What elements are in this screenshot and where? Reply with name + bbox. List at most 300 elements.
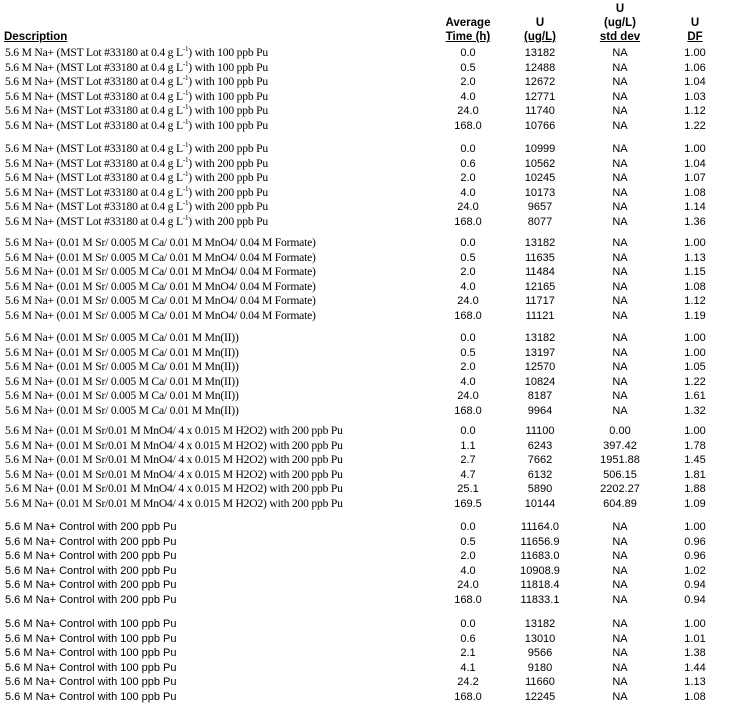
std-dev-cell: NA (612, 61, 628, 74)
std-dev-cell: NA (612, 186, 628, 199)
u-cell: 9964 (527, 404, 553, 417)
table-row (0, 360, 732, 374)
df-cell: 1.00 (684, 332, 706, 344)
df-cell: 0.96 (684, 550, 706, 562)
u-cell: 11164.0 (520, 521, 560, 533)
table-row (0, 90, 732, 104)
u-cell: 9566 (527, 647, 553, 659)
header-description: Description (4, 31, 68, 43)
description-superscript: -1 (182, 213, 189, 222)
time-cell: 0.5 (460, 61, 476, 74)
table-row (0, 200, 732, 214)
description-cell (5, 675, 177, 689)
time-cell: 168.0 (454, 593, 482, 606)
time-cell: 2.0 (460, 172, 476, 184)
description-cell (5, 294, 316, 308)
table-row (0, 346, 732, 360)
description-text-tail: ) with 100 ppb Pu (188, 118, 268, 132)
u-cell: 6243 (527, 439, 553, 452)
description-text: 5.6 M Na+ (0.01 M Sr/0.01 M MnO4/ 4 x 0.015 M H2O2) with 200 ppb Pu (5, 453, 343, 466)
table-row (0, 294, 732, 308)
header-sd-line1: U (615, 3, 625, 15)
df-cell: 1.01 (684, 632, 706, 645)
header-time-line1: Average (445, 17, 491, 29)
std-dev-cell: NA (612, 690, 628, 703)
std-dev-cell: NA (612, 90, 628, 103)
description-text: 5.6 M Na+ (0.01 M Sr/ 0.005 M Ca/ 0.01 M Mn(II)) (5, 374, 239, 388)
time-cell: 0.0 (460, 425, 476, 437)
description-cell (5, 309, 316, 323)
description-cell (5, 375, 239, 389)
description-superscript: -1 (182, 45, 189, 54)
std-dev-cell: NA (612, 593, 628, 606)
table-row (0, 482, 732, 496)
description-text: 5.6 M Na+ (MST Lot #33180 at 0.4 g L (5, 142, 183, 155)
description-cell (5, 468, 343, 482)
description-text: 5.6 M Na+ Control with 100 ppb Pu (5, 618, 177, 630)
std-dev-cell: NA (612, 266, 628, 278)
u-cell: 11635 (525, 251, 555, 264)
u-cell: 10245 (524, 172, 556, 184)
description-text: 5.6 M Na+ (0.01 M Sr/0.01 M MnO4/ 4 x 0.015 M H2O2) with 200 ppb Pu (5, 424, 343, 437)
df-cell: 1.38 (684, 647, 706, 659)
time-cell: 24.0 (457, 201, 479, 213)
std-dev-cell: NA (612, 647, 628, 659)
std-dev-cell: NA (612, 618, 628, 630)
u-cell: 8077 (527, 215, 553, 228)
description-cell (5, 535, 177, 549)
table-row (0, 535, 732, 549)
description-text: 5.6 M Na+ (0.01 M Sr/ 0.005 M Ca/ 0.01 M MnO4/ 0.04 M Formate) (5, 236, 316, 249)
time-cell: 0.5 (460, 346, 476, 359)
std-dev-cell: NA (612, 47, 628, 59)
description-cell (5, 520, 177, 534)
time-cell: 24.0 (457, 295, 479, 307)
description-superscript: -1 (182, 199, 189, 208)
description-cell (5, 331, 239, 345)
time-cell: 4.0 (460, 375, 476, 388)
description-cell (5, 61, 268, 75)
table-row (0, 389, 732, 403)
description-cell (5, 424, 343, 438)
time-cell: 0.6 (460, 632, 476, 645)
description-text: 5.6 M Na+ Control with 200 ppb Pu (5, 521, 177, 533)
df-cell: 1.61 (684, 390, 706, 402)
description-cell (5, 171, 268, 185)
u-cell: 10824 (524, 375, 556, 388)
description-text: 5.6 M Na+ (MST Lot #33180 at 0.4 g L (5, 60, 183, 74)
df-cell: 1.00 (684, 346, 706, 359)
u-cell: 8187 (527, 390, 553, 402)
u-cell: 13197 (524, 346, 556, 359)
u-cell: 10562 (524, 157, 556, 170)
description-text: 5.6 M Na+ (0.01 M Sr/ 0.005 M Ca/ 0.01 M MnO4/ 0.04 M Formate) (5, 279, 316, 293)
std-dev-cell: NA (612, 143, 628, 155)
time-cell: 2.0 (460, 266, 476, 278)
description-cell (5, 280, 316, 294)
header-u-line1: U (535, 17, 545, 29)
u-cell: 11121 (525, 309, 555, 322)
std-dev-cell: 506.15 (603, 468, 637, 481)
time-cell: 168.0 (454, 309, 482, 322)
description-text: 5.6 M Na+ (0.01 M Sr/0.01 M MnO4/ 4 x 0.015 M H2O2) with 200 ppb Pu (5, 467, 343, 481)
header-df-line2: DF (687, 31, 703, 43)
description-cell (5, 578, 177, 592)
u-cell: 12672 (524, 76, 556, 88)
df-cell: 1.07 (684, 172, 706, 184)
std-dev-cell: NA (612, 564, 628, 577)
std-dev-cell: NA (612, 215, 628, 228)
table-row (0, 186, 732, 200)
description-text: 5.6 M Na+ Control with 200 ppb Pu (5, 535, 177, 548)
table-row (0, 549, 732, 563)
u-cell: 13182 (524, 618, 556, 630)
table-row (0, 171, 732, 185)
description-text: 5.6 M Na+ Control with 200 ppb Pu (5, 593, 177, 606)
df-cell: 0.94 (684, 593, 706, 606)
description-superscript: -1 (182, 184, 189, 193)
description-text-tail: ) with 100 ppb Pu (188, 104, 268, 117)
time-cell: 0.6 (460, 157, 476, 170)
table-row (0, 265, 732, 279)
time-cell: 2.0 (460, 550, 476, 562)
table-row (0, 661, 732, 675)
description-text-tail: ) with 200 ppb Pu (188, 171, 268, 184)
df-cell: 1.12 (684, 295, 706, 307)
std-dev-cell: NA (612, 404, 628, 417)
std-dev-cell: NA (612, 237, 628, 249)
description-text: 5.6 M Na+ (MST Lot #33180 at 0.4 g L (5, 214, 183, 228)
u-cell: 11833.1 (520, 593, 560, 606)
time-cell: 2.1 (460, 647, 476, 659)
table-row (0, 564, 732, 578)
table-row (0, 61, 732, 75)
std-dev-cell: NA (612, 661, 628, 674)
table-row (0, 404, 732, 418)
df-cell: 0.94 (684, 579, 706, 591)
description-text-tail: ) with 100 ppb Pu (188, 46, 268, 59)
description-text-tail: ) with 200 ppb Pu (188, 156, 268, 170)
std-dev-cell: 0.00 (609, 425, 631, 437)
description-cell (5, 142, 268, 156)
description-cell (5, 251, 316, 265)
description-text-tail: ) with 200 ppb Pu (188, 214, 268, 228)
df-cell: 1.02 (684, 564, 706, 577)
df-cell: 1.00 (684, 425, 706, 437)
time-cell: 0.0 (460, 143, 476, 155)
description-cell (5, 90, 268, 104)
description-cell (5, 617, 177, 631)
time-cell: 4.0 (460, 186, 476, 199)
df-cell: 1.88 (684, 483, 706, 495)
time-cell: 168.0 (454, 119, 482, 132)
description-text: 5.6 M Na+ (0.01 M Sr/ 0.005 M Ca/ 0.01 M Mn(II)) (5, 403, 239, 417)
description-text: 5.6 M Na+ (0.01 M Sr/ 0.005 M Ca/ 0.01 M Mn(II)) (5, 389, 239, 402)
time-cell: 168.0 (454, 215, 482, 228)
table-row (0, 468, 732, 482)
u-cell: 13182 (524, 47, 556, 59)
time-cell: 0.0 (460, 332, 476, 344)
description-superscript: -1 (182, 59, 189, 68)
header-sd-line2: (ug/L) (604, 17, 636, 29)
time-cell: 24.0 (457, 105, 479, 117)
description-text: 5.6 M Na+ (MST Lot #33180 at 0.4 g L (5, 171, 183, 184)
description-superscript: -1 (182, 74, 189, 83)
description-cell (5, 236, 316, 250)
description-text: 5.6 M Na+ (MST Lot #33180 at 0.4 g L (5, 185, 183, 199)
std-dev-cell: NA (612, 550, 628, 562)
description-text: 5.6 M Na+ (MST Lot #33180 at 0.4 g L (5, 104, 183, 117)
std-dev-cell: 2202.27 (600, 483, 640, 495)
time-cell: 24.0 (457, 579, 479, 591)
std-dev-cell: NA (612, 676, 628, 688)
u-cell: 13182 (524, 332, 556, 344)
table-row (0, 497, 732, 511)
description-text: 5.6 M Na+ Control with 100 ppb Pu (5, 676, 177, 688)
description-cell (5, 497, 343, 511)
description-text: 5.6 M Na+ (0.01 M Sr/ 0.005 M Ca/ 0.01 M MnO4/ 0.04 M Formate) (5, 308, 316, 322)
u-cell: 9657 (527, 201, 553, 213)
table-row (0, 215, 732, 229)
description-cell (5, 215, 268, 229)
std-dev-cell: 397.42 (603, 439, 637, 452)
df-cell: 1.78 (684, 439, 706, 452)
df-cell: 1.00 (684, 47, 706, 59)
u-cell: 12245 (524, 690, 556, 703)
std-dev-cell: NA (612, 332, 628, 344)
df-cell: 1.32 (684, 404, 706, 417)
u-cell: 13182 (524, 237, 556, 249)
table-row (0, 593, 732, 607)
std-dev-cell: NA (612, 172, 628, 184)
description-cell (5, 453, 343, 467)
description-text: 5.6 M Na+ (MST Lot #33180 at 0.4 g L (5, 156, 183, 170)
time-cell: 25.1 (457, 483, 479, 495)
std-dev-cell: NA (612, 390, 628, 402)
description-cell (5, 104, 268, 118)
description-cell (5, 200, 268, 214)
std-dev-cell: NA (612, 309, 628, 322)
description-text-tail: ) with 200 ppb Pu (188, 200, 268, 213)
df-cell: 1.00 (684, 143, 706, 155)
description-cell (5, 564, 177, 578)
description-text: 5.6 M Na+ (MST Lot #33180 at 0.4 g L (5, 200, 183, 213)
description-text-tail: ) with 100 ppb Pu (188, 75, 268, 88)
description-superscript: -1 (182, 117, 189, 126)
description-cell (5, 346, 239, 360)
u-cell: 12488 (524, 61, 556, 74)
description-text: 5.6 M Na+ (0.01 M Sr/ 0.005 M Ca/ 0.01 M Mn(II)) (5, 345, 239, 359)
description-text: 5.6 M Na+ (0.01 M Sr/ 0.005 M Ca/ 0.01 M MnO4/ 0.04 M Formate) (5, 294, 316, 307)
u-cell: 13010 (524, 632, 556, 645)
description-text: 5.6 M Na+ (0.01 M Sr/0.01 M MnO4/ 4 x 0.015 M H2O2) with 200 ppb Pu (5, 496, 343, 510)
df-cell: 1.22 (684, 119, 706, 132)
u-cell: 11660 (525, 676, 555, 688)
std-dev-cell: NA (612, 105, 628, 117)
u-cell: 5890 (527, 483, 553, 495)
time-cell: 168.0 (454, 404, 482, 417)
df-cell: 1.00 (684, 237, 706, 249)
description-text: 5.6 M Na+ Control with 200 ppb Pu (5, 550, 177, 562)
df-cell: 1.04 (684, 157, 706, 170)
std-dev-cell: NA (612, 119, 628, 132)
description-text-tail: ) with 100 ppb Pu (188, 60, 268, 74)
table-row (0, 520, 732, 534)
table-row (0, 104, 732, 118)
time-cell: 0.5 (460, 251, 476, 264)
u-cell: 6132 (527, 468, 553, 481)
std-dev-cell: 604.89 (603, 497, 637, 510)
description-cell (5, 482, 343, 496)
df-cell: 1.81 (684, 468, 706, 481)
u-cell: 11818.4 (520, 579, 560, 591)
description-text: 5.6 M Na+ Control with 100 ppb Pu (5, 647, 177, 659)
df-cell: 1.19 (684, 309, 706, 322)
u-cell: 11717 (525, 295, 555, 307)
description-text: 5.6 M Na+ (0.01 M Sr/0.01 M MnO4/ 4 x 0.015 M H2O2) with 200 ppb Pu (5, 482, 343, 495)
description-cell (5, 360, 239, 374)
description-cell (5, 593, 177, 607)
header-sd-line3: std dev (599, 31, 641, 43)
table-row (0, 251, 732, 265)
u-cell: 10908.9 (520, 564, 560, 577)
description-cell (5, 632, 177, 646)
header-time-line2: Time (h) (445, 31, 491, 43)
description-superscript: -1 (182, 88, 189, 97)
description-text: 5.6 M Na+ Control with 100 ppb Pu (5, 661, 177, 674)
df-cell: 1.44 (684, 661, 706, 674)
description-text: 5.6 M Na+ (0.01 M Sr/0.01 M MnO4/ 4 x 0.015 M H2O2) with 200 ppb Pu (5, 438, 343, 452)
table-row (0, 424, 732, 438)
description-cell (5, 119, 268, 133)
std-dev-cell: NA (612, 157, 628, 170)
description-cell (5, 549, 177, 563)
table-row (0, 157, 732, 171)
std-dev-cell: NA (612, 201, 628, 213)
df-cell: 1.05 (684, 361, 706, 373)
u-cell: 10999 (524, 143, 556, 155)
df-cell: 1.03 (684, 90, 706, 103)
df-cell: 1.09 (684, 497, 706, 510)
table-row (0, 375, 732, 389)
description-cell (5, 186, 268, 200)
df-cell: 1.13 (684, 676, 706, 688)
u-cell: 9180 (527, 661, 553, 674)
table-row (0, 578, 732, 592)
description-text: 5.6 M Na+ Control with 200 ppb Pu (5, 564, 177, 577)
u-cell: 10766 (524, 119, 556, 132)
time-cell: 4.1 (460, 661, 476, 674)
description-text: 5.6 M Na+ Control with 100 ppb Pu (5, 632, 177, 645)
u-cell: 12771 (524, 90, 556, 103)
time-cell: 0.0 (460, 521, 476, 533)
description-cell (5, 75, 268, 89)
table-row (0, 236, 732, 250)
table-row (0, 646, 732, 660)
description-cell (5, 404, 239, 418)
df-cell: 1.08 (684, 690, 706, 703)
std-dev-cell: NA (612, 579, 628, 591)
df-cell: 1.12 (684, 105, 706, 117)
table-row (0, 632, 732, 646)
time-cell: 1.1 (460, 439, 476, 452)
u-cell: 12570 (524, 361, 556, 373)
std-dev-cell: NA (612, 295, 628, 307)
description-text: 5.6 M Na+ (0.01 M Sr/ 0.005 M Ca/ 0.01 M Mn(II)) (5, 360, 239, 373)
description-cell (5, 439, 343, 453)
table-row (0, 675, 732, 689)
description-cell (5, 646, 177, 660)
time-cell: 0.0 (460, 47, 476, 59)
table-row (0, 142, 732, 156)
description-cell (5, 389, 239, 403)
df-cell: 1.08 (684, 280, 706, 293)
df-cell: 1.06 (684, 61, 706, 74)
table-row (0, 453, 732, 467)
time-cell: 0.0 (460, 618, 476, 630)
time-cell: 4.0 (460, 90, 476, 103)
df-cell: 1.04 (684, 76, 706, 88)
u-cell: 11683.0 (520, 550, 560, 562)
description-cell (5, 690, 177, 704)
table-row (0, 690, 732, 704)
description-text-tail: ) with 100 ppb Pu (188, 89, 268, 103)
description-superscript: -1 (182, 155, 189, 164)
description-text: 5.6 M Na+ (MST Lot #33180 at 0.4 g L (5, 75, 183, 88)
df-cell: 1.22 (684, 375, 706, 388)
u-cell: 7662 (527, 454, 553, 466)
u-cell: 11740 (525, 105, 555, 117)
description-cell (5, 661, 177, 675)
description-text: 5.6 M Na+ (MST Lot #33180 at 0.4 g L (5, 118, 183, 132)
description-text: 5.6 M Na+ (MST Lot #33180 at 0.4 g L (5, 89, 183, 103)
df-cell: 1.15 (684, 266, 706, 278)
std-dev-cell: NA (612, 280, 628, 293)
time-cell: 169.5 (454, 497, 482, 510)
description-text: 5.6 M Na+ Control with 200 ppb Pu (5, 579, 177, 591)
std-dev-cell: NA (612, 632, 628, 645)
description-superscript: -1 (182, 103, 189, 112)
table-row (0, 439, 732, 453)
description-text: 5.6 M Na+ (0.01 M Sr/ 0.005 M Ca/ 0.01 M MnO4/ 0.04 M Formate) (5, 250, 316, 264)
std-dev-cell: NA (612, 521, 628, 533)
std-dev-cell: NA (612, 535, 628, 548)
std-dev-cell: 1951.88 (600, 454, 640, 466)
df-cell: 1.13 (684, 251, 706, 264)
time-cell: 24.0 (457, 390, 479, 402)
description-text: 5.6 M Na+ (MST Lot #33180 at 0.4 g L (5, 46, 183, 59)
description-text: 5.6 M Na+ (0.01 M Sr/ 0.005 M Ca/ 0.01 M Mn(II)) (5, 331, 239, 344)
time-cell: 2.0 (460, 76, 476, 88)
description-text-tail: ) with 200 ppb Pu (188, 185, 268, 199)
u-cell: 10173 (524, 186, 556, 199)
time-cell: 2.0 (460, 361, 476, 373)
time-cell: 4.0 (460, 564, 476, 577)
description-text: 5.6 M Na+ (0.01 M Sr/ 0.005 M Ca/ 0.01 M MnO4/ 0.04 M Formate) (5, 265, 316, 278)
std-dev-cell: NA (612, 375, 628, 388)
table-row (0, 119, 732, 133)
table-row (0, 46, 732, 60)
description-cell (5, 157, 268, 171)
time-cell: 0.5 (460, 535, 476, 548)
time-cell: 24.2 (457, 676, 479, 688)
header-u-line2: (ug/L) (524, 31, 556, 43)
description-cell (5, 46, 268, 60)
table-row (0, 617, 732, 631)
u-cell: 10144 (524, 497, 556, 510)
description-superscript: -1 (182, 170, 189, 179)
df-cell: 1.08 (684, 186, 706, 199)
